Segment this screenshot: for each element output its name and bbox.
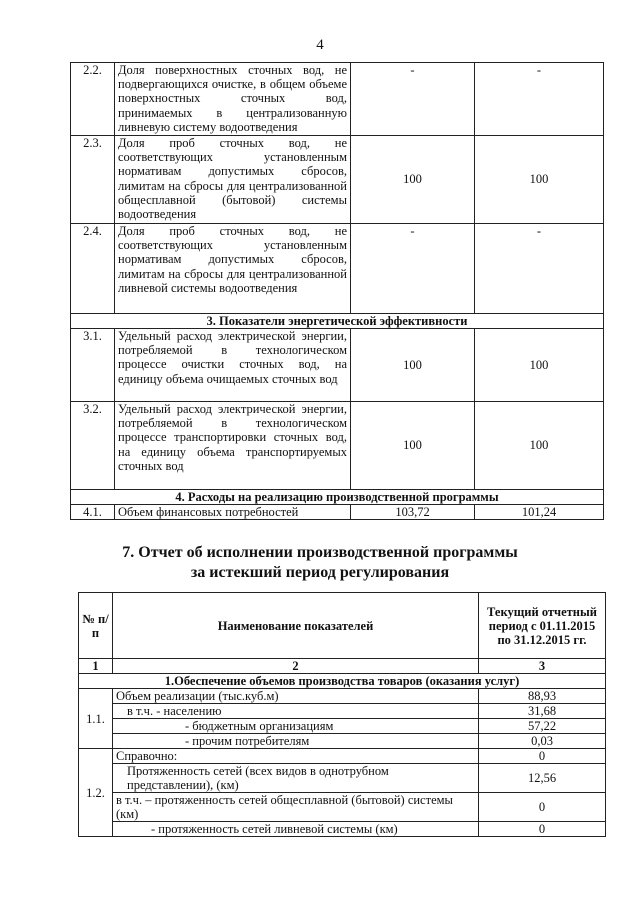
page-number: 4	[316, 37, 324, 53]
row-number: 2.2.	[71, 63, 115, 136]
row-number: 3.1.	[71, 329, 115, 402]
table-row	[79, 764, 606, 793]
header-num: № п/п	[79, 593, 113, 659]
table-row	[79, 689, 606, 704]
value-cell: 57,22	[479, 719, 606, 734]
value-cell: 100	[475, 329, 604, 402]
row-number: 1.1.	[79, 689, 113, 749]
value-cell: -	[351, 224, 475, 314]
indicator-name: Протяженность сетей (всех видов в однотрубном представлении), (км)	[113, 764, 479, 793]
table-row	[79, 749, 606, 764]
indicators-table	[70, 62, 604, 520]
indicator-name: Доля проб сточных вод, не соответствующих установленным нормативам допустимых сбросов, лимитам на сбросы для централизованной ливневой системы водоотведения	[115, 224, 351, 314]
section-heading: 4. Расходы на реализацию производственной программы	[71, 490, 604, 505]
indicator-name: Объем финансовых потребностей	[115, 505, 351, 520]
value-cell: 101,24	[475, 505, 604, 520]
row-number: 2.3.	[71, 136, 115, 224]
table-row	[71, 505, 604, 520]
value-cell: 0,03	[479, 734, 606, 749]
table-row	[79, 822, 606, 837]
indicator-name: Объем реализации (тыс.куб.м)	[113, 689, 479, 704]
value-cell: -	[475, 63, 604, 136]
section-7-title-line2: за истекший период регулирования	[190, 564, 450, 581]
row-number: 2.4.	[71, 224, 115, 314]
section-row	[79, 674, 606, 689]
table-row	[79, 719, 606, 734]
indicator-name: - прочим потребителям	[113, 734, 479, 749]
row-number: 1.2.	[79, 749, 113, 837]
value-cell: 103,72	[351, 505, 475, 520]
value-cell: 31,68	[479, 704, 606, 719]
table-row	[71, 329, 604, 402]
row-number: 3.2.	[71, 402, 115, 490]
section-heading: 1.Обеспечение объемов производства товаров (оказания услуг)	[79, 674, 606, 689]
value-cell: 100	[475, 136, 604, 224]
table-row	[79, 704, 606, 719]
col-number: 1	[79, 659, 113, 674]
value-cell: 100	[475, 402, 604, 490]
indicator-name: в т.ч. – протяженность сетей общесплавной (бытовой) системы (км)	[113, 793, 479, 822]
indicator-name: Доля поверхностных сточных вод, не подвергающихся очистке, в общем объеме поверхностных сточных вод, принимаемых в централизованную ливневую систему водоотведения	[115, 63, 351, 136]
table-row	[71, 136, 604, 224]
row-number: 4.1.	[71, 505, 115, 520]
value-cell: 88,93	[479, 689, 606, 704]
table-row	[71, 402, 604, 490]
column-number-row	[79, 659, 606, 674]
indicator-name: в т.ч. - населению	[113, 704, 479, 719]
indicator-name: - бюджетным организациям	[113, 719, 479, 734]
indicator-name: Удельный расход электрической энергии, потребляемой в технологическом процессе очистки сточных вод, на единицу объема очищаемых сточных вод	[115, 329, 351, 402]
value-cell: 100	[351, 329, 475, 402]
table-row	[79, 793, 606, 822]
section-row	[71, 490, 604, 505]
header-name: Наименование показателей	[113, 593, 479, 659]
value-cell: 0	[479, 822, 606, 837]
indicator-name: Справочно:	[113, 749, 479, 764]
table-row	[71, 63, 604, 136]
table-row	[71, 224, 604, 314]
value-cell: -	[475, 224, 604, 314]
value-cell: 0	[479, 793, 606, 822]
section-heading: 3. Показатели энергетической эффективности	[71, 314, 604, 329]
col-number: 3	[479, 659, 606, 674]
value-cell: 0	[479, 749, 606, 764]
indicator-name: - протяженность сетей ливневой системы (км)	[113, 822, 479, 837]
value-cell: 100	[351, 136, 475, 224]
indicator-name: Удельный расход электрической энергии, потребляемой в технологическом процессе транспортировки сточных вод, на единицу объема транспортируемых сточных вод	[115, 402, 351, 490]
section-row	[71, 314, 604, 329]
table-row	[79, 734, 606, 749]
indicator-name: Доля проб сточных вод, не соответствующих установленным нормативам допустимых сбросов, лимитам на сбросы для централизованной общесплавной (бытовой) системы водоотведения	[115, 136, 351, 224]
header-row	[79, 593, 606, 659]
report-table	[78, 592, 606, 837]
value-cell: -	[351, 63, 475, 136]
header-period: Текущий отчетный период с 01.11.2015 по 31.12.2015 гг.	[479, 593, 606, 659]
col-number: 2	[113, 659, 479, 674]
value-cell: 12,56	[479, 764, 606, 793]
section-7-title-line1: 7. Отчет об исполнении производственной программы	[122, 544, 518, 561]
value-cell: 100	[351, 402, 475, 490]
